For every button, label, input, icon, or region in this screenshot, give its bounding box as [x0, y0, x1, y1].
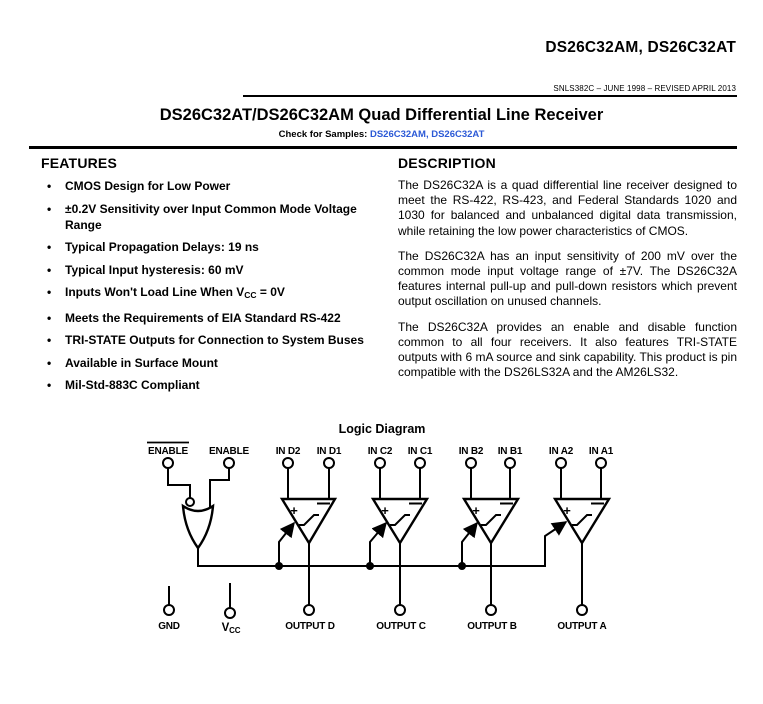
feature-item	[41, 355, 372, 371]
vcc-label: $V_{CC}$	[221, 622, 241, 635]
bullet-icon: •	[47, 333, 52, 347]
terminal-gnd	[164, 605, 174, 615]
feature-item	[41, 201, 372, 233]
terminal-in-c1	[415, 458, 425, 468]
output-label-a: OUTPUT A	[557, 621, 607, 632]
feature-text: Typical Input hysteresis: 60 mV	[65, 262, 244, 277]
feature-item	[41, 332, 372, 348]
bullet-icon: •	[47, 240, 52, 254]
description-paragraph: The DS26C32A has an input sensitivity of 200 mV over the common mode input voltage range of ±7V. The DS26C32A features internal pull-up and pull-down resistors which prevent output oscillation on unused channels.	[398, 248, 737, 309]
terminal-in-b2	[466, 458, 476, 468]
sample-link-separator: ,	[425, 129, 432, 140]
features-section	[41, 155, 372, 400]
plus-input-icon: +	[472, 503, 480, 518]
page-title: DS26C32AT/DS26C32AM Quad Differential Line Receiver	[159, 106, 604, 124]
bullet-icon: •	[47, 201, 52, 216]
junction-dot	[275, 562, 283, 570]
or-gate	[183, 498, 213, 548]
description-paragraph: The DS26C32A is a quad differential line receiver designed to meet the RS-422, RS-423, and Federal Standards 1020 and 1030 for balanced and unbalanced digital data transmission, while retaining the low power characteristics of CMOS.	[398, 178, 737, 238]
feature-text: ±0.2V Sensitivity over Input Common Mode Voltage Range	[65, 201, 357, 232]
check-samples-line	[0, 129, 763, 140]
feature-text: CMOS Design for Low Power	[65, 179, 231, 193]
bullet-icon: •	[47, 378, 52, 392]
description-heading: DESCRIPTION	[398, 155, 496, 171]
samples-prefix: Check for Samples:	[278, 129, 370, 140]
feature-text: Typical Propagation Delays: 19 ns	[65, 240, 259, 254]
feature-text: Available in Surface Mount	[65, 355, 218, 370]
feature-text: Mil-Std-883C Compliant	[65, 378, 200, 392]
feature-item	[41, 284, 372, 303]
feature-text-subscript: CC	[244, 290, 257, 300]
input-label-in-b1: IN B1	[497, 446, 523, 457]
terminal-output-b	[486, 605, 496, 615]
gnd-label: GND	[158, 621, 180, 632]
output-label-d: OUTPUT D	[285, 621, 335, 632]
bullet-icon: •	[47, 285, 52, 299]
title-rule	[29, 146, 737, 149]
input-label-in-a1: IN A1	[588, 446, 614, 457]
terminal-in-d2	[283, 458, 293, 468]
features-heading: FEATURES	[41, 155, 118, 171]
receiver-a	[555, 499, 609, 543]
receiver-c	[373, 499, 427, 543]
sample-link-ds26c32am[interactable]: DS26C32AM	[369, 129, 426, 140]
input-label-in-c1: IN C1	[407, 446, 433, 457]
enable-label: ENABLE	[209, 446, 249, 457]
feature-item	[41, 239, 372, 255]
header-part-numbers: DS26C32AM, DS26C32AT	[545, 39, 736, 56]
inverter-bubble-icon	[186, 498, 194, 506]
feature-text: Meets the Requirements of EIA Standard RS-422	[65, 310, 341, 325]
wiring	[168, 468, 601, 608]
junction-dot	[458, 562, 466, 570]
features-list	[41, 178, 372, 393]
doc-revision-info: SNLS382C – JUNE 1998 – REVISED APRIL 2013	[553, 84, 736, 93]
plus-input-icon: +	[563, 503, 571, 518]
plus-input-icon: +	[381, 503, 389, 518]
bullet-icon: •	[47, 310, 52, 325]
feature-text: = 0V	[256, 285, 285, 299]
diagram-title: Logic Diagram	[338, 422, 426, 436]
receiver-b	[464, 499, 518, 543]
feature-item	[41, 310, 372, 326]
terminal-output-d	[304, 605, 314, 615]
or-gate-body	[183, 506, 213, 548]
terminal-enable	[224, 458, 234, 468]
feature-item	[41, 377, 372, 393]
output-label-b: OUTPUT B	[467, 621, 517, 632]
output-label-c: OUTPUT C	[376, 621, 426, 632]
terminal-output-c	[395, 605, 405, 615]
feature-item	[41, 178, 372, 194]
feature-text: TRI-STATE Outputs for Connection to System Buses	[65, 333, 364, 347]
terminal-output-a	[577, 605, 587, 615]
description-section	[398, 155, 737, 390]
logic-diagram	[0, 416, 763, 666]
terminal-in-a2	[556, 458, 566, 468]
enable-bar-label: ENABLE	[148, 446, 188, 457]
input-label-in-b2: IN B2	[458, 446, 484, 457]
feature-text: Inputs Won't Load Line When V	[65, 285, 245, 299]
terminal-in-d1	[324, 458, 334, 468]
terminal-enable-bar	[163, 458, 173, 468]
bullet-icon: •	[47, 355, 52, 370]
receiver-d	[282, 499, 335, 543]
feature-item	[41, 262, 372, 278]
header-rule	[243, 95, 737, 97]
terminal-in-b1	[505, 458, 515, 468]
terminal-in-a1	[596, 458, 606, 468]
bullet-icon: •	[47, 179, 52, 193]
terminal-in-c2	[375, 458, 385, 468]
input-label-in-d1: IN D1	[316, 446, 342, 457]
bullet-icon: •	[47, 262, 52, 277]
plus-input-icon: +	[290, 503, 298, 518]
input-label-in-d2: IN D2	[275, 446, 301, 457]
sample-link-ds26c32at[interactable]: DS26C32AT	[431, 129, 485, 140]
input-label-in-a2: IN A2	[548, 446, 574, 457]
description-paragraph: The DS26C32A provides an enable and disable function common to all four receivers. It also features TRI-STATE outputs with 6 mA source and sink capability. This product is pin compatible with the DS26LS32A and the AM26LS32.	[398, 319, 737, 380]
junction-dot	[366, 562, 374, 570]
input-label-in-c2: IN C2	[367, 446, 393, 457]
terminal-vcc	[225, 608, 235, 618]
